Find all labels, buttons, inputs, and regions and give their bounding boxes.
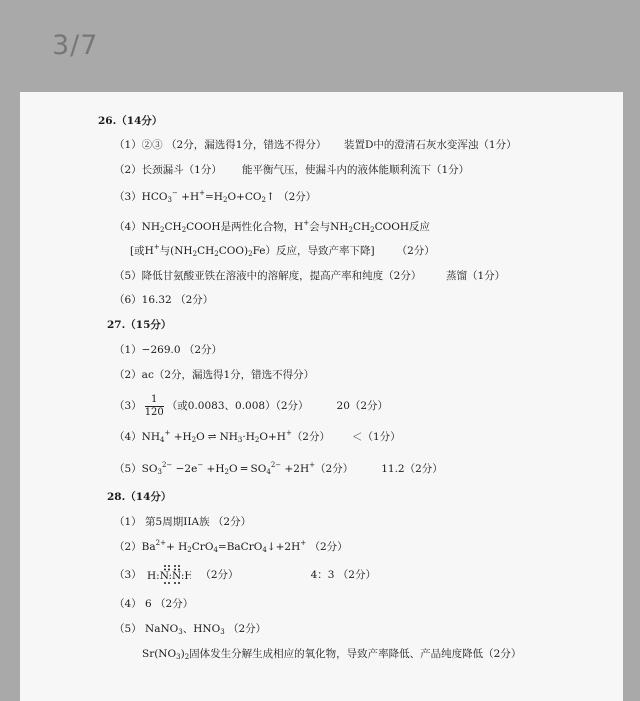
q28-line4-answer: （4） 6 （2分）	[114, 598, 194, 610]
q26-line1-answer: （1）②③ （2分，漏选得1分，错选不得分）	[114, 139, 327, 151]
lone-pair-dots	[145, 564, 191, 586]
q27-line4-equation: $(4)NH_4^+ +H_2O$ ⇌ $NH_3\cdot H_2O+H^+(2$分） ＜（1分）	[114, 429, 401, 444]
fraction: $\frac{1}{120}$	[144, 393, 164, 418]
q26-line1-observation: 装置D中的澄清石灰水变浑浊（1分）	[344, 139, 517, 151]
q28-line5-answer: （5） NaNO$_3$、$HNO_3$ （2分）	[114, 623, 267, 636]
formula-text: H:N:N:H	[147, 570, 192, 582]
q26-line6-answer: （6）16.32 （2分）	[114, 294, 214, 306]
q26-line3-equation: $(3)HCO_3^-$ $+H^+=H_2O+CO_2↑$ （2分）	[114, 189, 317, 204]
q28-line3-answer: （3） H:N:N:H （2分） 4：3 （2分）	[114, 564, 376, 586]
q27-line2-answer: （2）ac（2分，漏选得1分，错选不得分）	[114, 369, 315, 381]
q27-header: 27.（15分）	[107, 319, 172, 331]
page-number-label: 3/7	[52, 30, 99, 61]
q26-line2-reason: 能平衡气压，使漏斗内的液体能顺利流下（1分）	[242, 164, 470, 176]
q26-line4-alternative: [或H+与$(NH_2CH_2COO)_2Fe$）反应，导致产率下降] （2分）	[130, 243, 435, 258]
q26-line5-answer: （5）降低甘氨酸亚铁在溶液中的溶解度，提高产率和纯度（2分）	[114, 270, 422, 282]
q27-line3-answer: （3） $\frac{1}{120}$ （或0.0083、0.008）（2分） 20（2分）	[114, 393, 389, 418]
q27-line5-equation: $(5)SO_3^{2-} -2e^- +H_2O$ ═ $SO_4^{2-} +2H^+(2$分） 11.2（2分）	[114, 461, 443, 476]
electron-dot-formula	[145, 564, 191, 586]
q28-line1-answer: （1） 第5周期IIA族 （2分）	[114, 516, 252, 528]
q26-line2-answer: （2）长颈漏斗（1分）	[114, 164, 222, 176]
q26-header: 26.（14分）	[98, 115, 163, 127]
q28-line5-explanation: $Sr(NO_3)_2$固体发生分解生成相应的氧化物，导致产率降低、产品纯度降低（2分）	[142, 648, 522, 661]
answer-sheet	[20, 92, 623, 701]
q28-header: 28.（14分）	[107, 491, 172, 503]
q26-line5-method: 蒸馏（1分）	[446, 270, 506, 282]
q28-line2-equation: $(2)Ba^{2+}+$ $H_2CrO_4=BaCrO_4↓+2H^+$ （2分）	[114, 539, 348, 554]
q26-line4-explanation: $(4)NH_2CH_2COOH$是两性化合物，H+会与$NH_2CH_2COOH$反应	[114, 219, 431, 234]
q27-line1-answer: （1）−269.0 （2分）	[114, 344, 223, 356]
